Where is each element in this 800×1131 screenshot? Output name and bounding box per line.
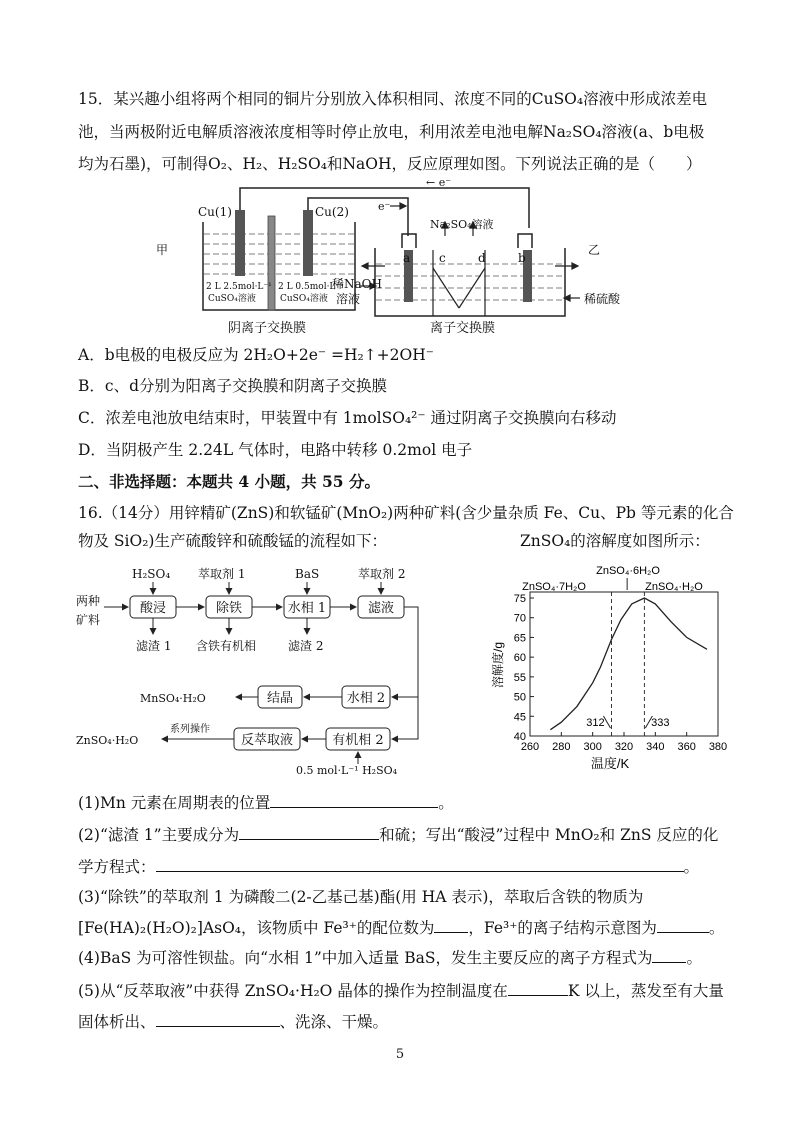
x-tick-label: 300	[583, 741, 602, 753]
label-e-mid: e⁻	[378, 200, 391, 213]
flow-box-water1: 水相 1	[287, 601, 327, 616]
label-jia: 甲	[156, 243, 169, 257]
q16-part5-text-a: (5)从“反萃取液”中获得 ZnSO₄·H₂O 晶体的操作为控制温度在	[78, 982, 508, 1000]
q16-part5-line2	[78, 1010, 388, 1033]
q16-part5-line1	[78, 979, 724, 1002]
q16-part3-end: 。	[708, 919, 725, 937]
flow-box-filtrate: 滤液	[367, 601, 395, 616]
y-tick-label: 45	[513, 711, 526, 724]
flow-series: 系列操作	[170, 724, 210, 735]
q15-option-c: C．浓差电池放电结束时，甲装置中有 1molSO₄²⁻ 通过阴离子交换膜向右移动	[78, 409, 617, 427]
label-sol2b: CuSO₄溶液	[280, 294, 328, 304]
x-tick-label: 340	[646, 741, 665, 753]
q15-option-b: B．c、d分别为阳离子交换膜和阴离子交换膜	[78, 377, 387, 395]
answer-blank-5a[interactable]	[508, 979, 568, 996]
label-membrane1: 阴离子交换膜	[228, 321, 307, 336]
flow-box-back-extract: 反萃取液	[240, 733, 294, 748]
solubility-chart	[490, 560, 730, 772]
electrochem-diagram	[140, 176, 620, 338]
y-tick-label: 75	[513, 593, 526, 605]
q16-part4	[78, 946, 702, 969]
q16-part5-text-d: 、洗涤、干燥。	[279, 1013, 389, 1031]
label-naoh1: 稀NaOH	[332, 277, 382, 291]
flow-mnso4: MnSO₄·H₂O	[140, 692, 206, 705]
annotation-333: 333	[651, 717, 670, 729]
flow-h2so4: H₂SO₄	[132, 567, 171, 581]
q16-part1	[78, 791, 454, 814]
process-flowchart	[70, 560, 480, 780]
q16-part5-text-b: K 以上，蒸发至有大量	[567, 982, 724, 1000]
q16-part3-text-b: [Fe(HA)₂(H₂O)₂]AsO₄，该物质中 Fe³⁺的配位数为	[78, 919, 435, 937]
q16-line2: 物及 SiO₂)生产硫酸锌和硫酸锰的流程如下：	[78, 532, 387, 550]
flow-raw2: 矿料	[76, 613, 101, 627]
label-naoh2: 溶液	[336, 292, 361, 306]
q16-part3-text-c: ，Fe³⁺的离子结构示意图为	[468, 919, 657, 937]
q16-line1: 16.（14分）用锌精矿(ZnS)和软锰矿(MnO₂)两种矿料(含少量杂质 Fe、Cu、Pb 等元素的化合	[78, 504, 734, 522]
label-sol2a: 2 L 0.5mol·L⁻¹	[278, 282, 344, 292]
flow-residue1: 滤渣 1	[136, 639, 172, 653]
chart-region-7h2o: ZnSO₄·7H₂O	[522, 581, 586, 593]
answer-blank-3a[interactable]	[434, 916, 468, 933]
y-tick-label: 50	[513, 691, 526, 704]
q16-part2	[78, 823, 718, 846]
q16-part3-line2	[78, 916, 724, 939]
solubility-title: ZnSO₄的溶解度如图所示：	[520, 532, 710, 550]
answer-blank-4[interactable]	[652, 946, 686, 963]
label-b: b	[518, 251, 526, 265]
flow-residue2: 滤渣 2	[288, 639, 324, 653]
label-sol1b: CuSO₄溶液	[208, 294, 256, 304]
label-yi: 乙	[588, 243, 601, 257]
flow-box-acid-leach: 酸浸	[139, 601, 167, 616]
x-tick-label: 380	[708, 741, 728, 753]
q16-part2-text-b: 和硫；写出“酸浸”过程中 MnO₂和 ZnS 反应的化	[379, 826, 719, 844]
label-e-top: ← e⁻	[426, 176, 452, 189]
chart-frame	[530, 592, 718, 736]
q16-part2-line2	[78, 855, 699, 878]
chart-title: ZnSO₄·6H₂O	[596, 565, 660, 577]
q16-part4-end: 。	[686, 949, 702, 967]
label-c: c	[439, 251, 446, 265]
q16-part1-end: 。	[438, 794, 454, 812]
flow-box-water2: 水相 2	[346, 691, 386, 706]
flow-extractant2: 萃取剂 2	[358, 567, 406, 581]
q16-part5-text-c: 固体析出、	[78, 1013, 156, 1031]
flow-acid: 0.5 mol·L⁻¹ H₂SO₄	[296, 764, 398, 777]
flow-extractant1: 萃取剂 1	[198, 567, 246, 581]
flow-raw1: 两种	[76, 594, 101, 608]
label-membrane2: 离子交换膜	[430, 321, 496, 336]
flow-fe-organic: 含铁有机相	[196, 639, 257, 653]
y-tick-label: 65	[513, 632, 526, 645]
page-number: 5	[395, 1047, 405, 1062]
q16-part1-text: (1)Mn 元素在周期表的位置	[78, 794, 271, 812]
q16-part4-text: (4)BaS 为可溶性钡盐。向“水相 1”中加入适量 BaS，发生主要反应的离子方程式为	[78, 949, 653, 967]
q15-line1: 15．某兴趣小组将两个相同的铜片分别放入体积相同、浓度不同的CuSO₄溶液中形成浓差电	[78, 90, 708, 108]
x-tick-label: 260	[520, 741, 540, 753]
answer-blank-5b[interactable]	[156, 1010, 280, 1027]
q16-part2-end: 。	[683, 858, 700, 876]
x-tick-label: 280	[552, 741, 571, 753]
y-tick-label: 55	[513, 671, 526, 684]
answer-blank-2a[interactable]	[239, 823, 379, 840]
label-cu2: Cu(2)	[315, 205, 349, 219]
y-tick-label: 60	[513, 652, 526, 665]
label-d: d	[478, 251, 486, 265]
q15-line2: 池，当两极附近电解质溶液浓度相等时停止放电，利用浓差电池电解Na₂SO₄溶液(a、b电极	[78, 123, 705, 141]
annotation-312: 312	[586, 717, 605, 729]
q15-option-d: D．当阴极产生 2.24L 气体时，电路中转移 0.2mol 电子	[78, 441, 473, 459]
y-tick-label: 70	[513, 612, 526, 625]
flow-box-remove-fe: 除铁	[215, 601, 243, 616]
label-sol1a: 2 L 2.5mol·L⁻¹	[206, 282, 272, 292]
flow-box-crystallize: 结晶	[266, 691, 294, 706]
label-cu1: Cu(1)	[198, 205, 232, 219]
solubility-curve	[550, 598, 707, 730]
flow-bas: BaS	[295, 567, 320, 581]
section-heading: 二、非选择题：本题共 4 小题，共 55 分。	[78, 472, 380, 491]
q16-part2-text-c: 学方程式：	[78, 858, 156, 876]
chart-region-h2o: ZnSO₄·H₂O	[645, 581, 703, 593]
q16-part2-text-a: (2)“滤渣 1”主要成分为	[78, 826, 240, 844]
chart-ylabel: 溶解度/g	[491, 641, 505, 689]
flow-znso4: ZnSO₄·H₂O	[76, 734, 139, 747]
x-tick-label: 320	[614, 741, 634, 753]
flow-box-organic2: 有机相 2	[332, 733, 384, 748]
answer-blank-1[interactable]	[270, 791, 438, 808]
answer-blank-3b[interactable]	[657, 916, 709, 933]
chart-xlabel: 温度/K	[590, 756, 630, 771]
q15-line3: 均为石墨)，可制得O₂、H₂、H₂SO₄和NaOH，反应原理如图。下列说法正确的是（ ）	[78, 155, 702, 173]
q16-part3-line1: (3)“除铁”的萃取剂 1 为磷酸二(2-乙基己基)酯(用 HA 表示)，萃取后含铁的物质为	[78, 888, 644, 906]
label-a: a	[403, 251, 411, 265]
q15-option-a: A．b电极的电极反应为 2H₂O+2e⁻ =H₂↑+2OH⁻	[78, 346, 434, 364]
x-tick-label: 360	[677, 741, 696, 753]
answer-blank-2b[interactable]	[156, 855, 684, 872]
label-h2so4: 稀硫酸	[584, 292, 620, 306]
label-na2so4: Na₂SO₄溶液	[430, 218, 494, 231]
y-tick-label: 40	[513, 731, 526, 743]
